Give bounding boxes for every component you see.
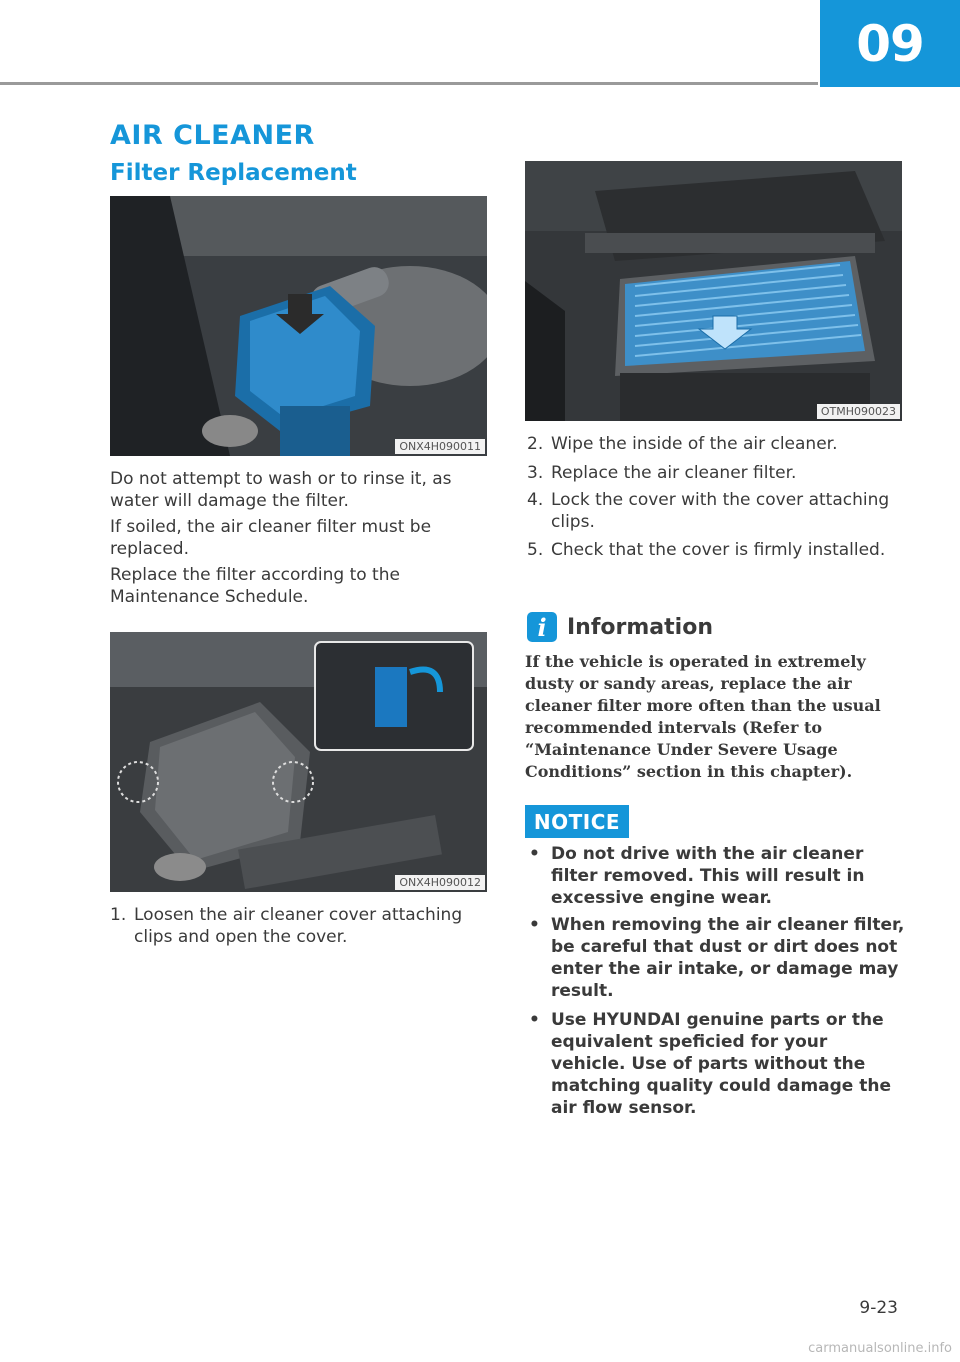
info-icon: i: [527, 612, 557, 642]
notice-bullet: • Do not drive with the air cleaner filter removed. This will result in excessive engine wear.: [529, 844, 865, 908]
step-item: 1. Loosen the air cleaner cover attaching clips and open the cover.: [110, 905, 463, 947]
header-rule: [0, 82, 818, 85]
step-item: 2. Wipe the inside of the air cleaner.: [527, 434, 838, 454]
notice-bullet: • When removing the air cleaner filter, be careful that dust or dirt does not enter the air intake, or damage may result.: [529, 915, 905, 1001]
section-title: AIR CLEANER: [110, 120, 315, 151]
subsection-title: Filter Replacement: [110, 160, 357, 186]
notice-badge: NOTICE: [525, 805, 629, 838]
chapter-tab: 09: [820, 0, 960, 87]
page-number: 9-23: [859, 1298, 898, 1318]
step-item: 5. Check that the cover is firmly installed.: [527, 540, 886, 560]
step-item: 3. Replace the air cleaner filter.: [527, 463, 797, 483]
figure-code: ONX4H090012: [395, 875, 485, 890]
paragraph: Do not attempt to wash or to rinse it, as water will damage the filter.: [110, 469, 452, 511]
paragraph: If soiled, the air cleaner filter must be replaced.: [110, 517, 432, 559]
notice-bullet: • Use HYUNDAI genuine parts or the equivalent speficied for your vehicle. Use of parts without the matching quality could damage the air flow sensor.: [529, 1010, 892, 1118]
information-header: [527, 612, 713, 642]
air-filter-photo: [525, 161, 902, 421]
figure-code: OTMH090023: [817, 404, 900, 419]
paragraph: Replace the filter according to the Maintenance Schedule.: [110, 565, 400, 607]
information-text: If the vehicle is operated in extremely dusty or sandy areas, replace the air cleaner filter more often than the usual recommended intervals (Refer to “Maintenance Under Severe Usage Conditions” section in this chapter).: [525, 652, 881, 781]
information-label: Information: [567, 614, 713, 640]
engine-bay-photo-1: [110, 196, 487, 456]
watermark: carmanualsonline.info: [808, 1341, 952, 1356]
figure-code: ONX4H090011: [395, 439, 485, 454]
engine-bay-photo-2: [110, 632, 487, 892]
step-item: 4. Lock the cover with the cover attaching clips.: [527, 490, 890, 532]
